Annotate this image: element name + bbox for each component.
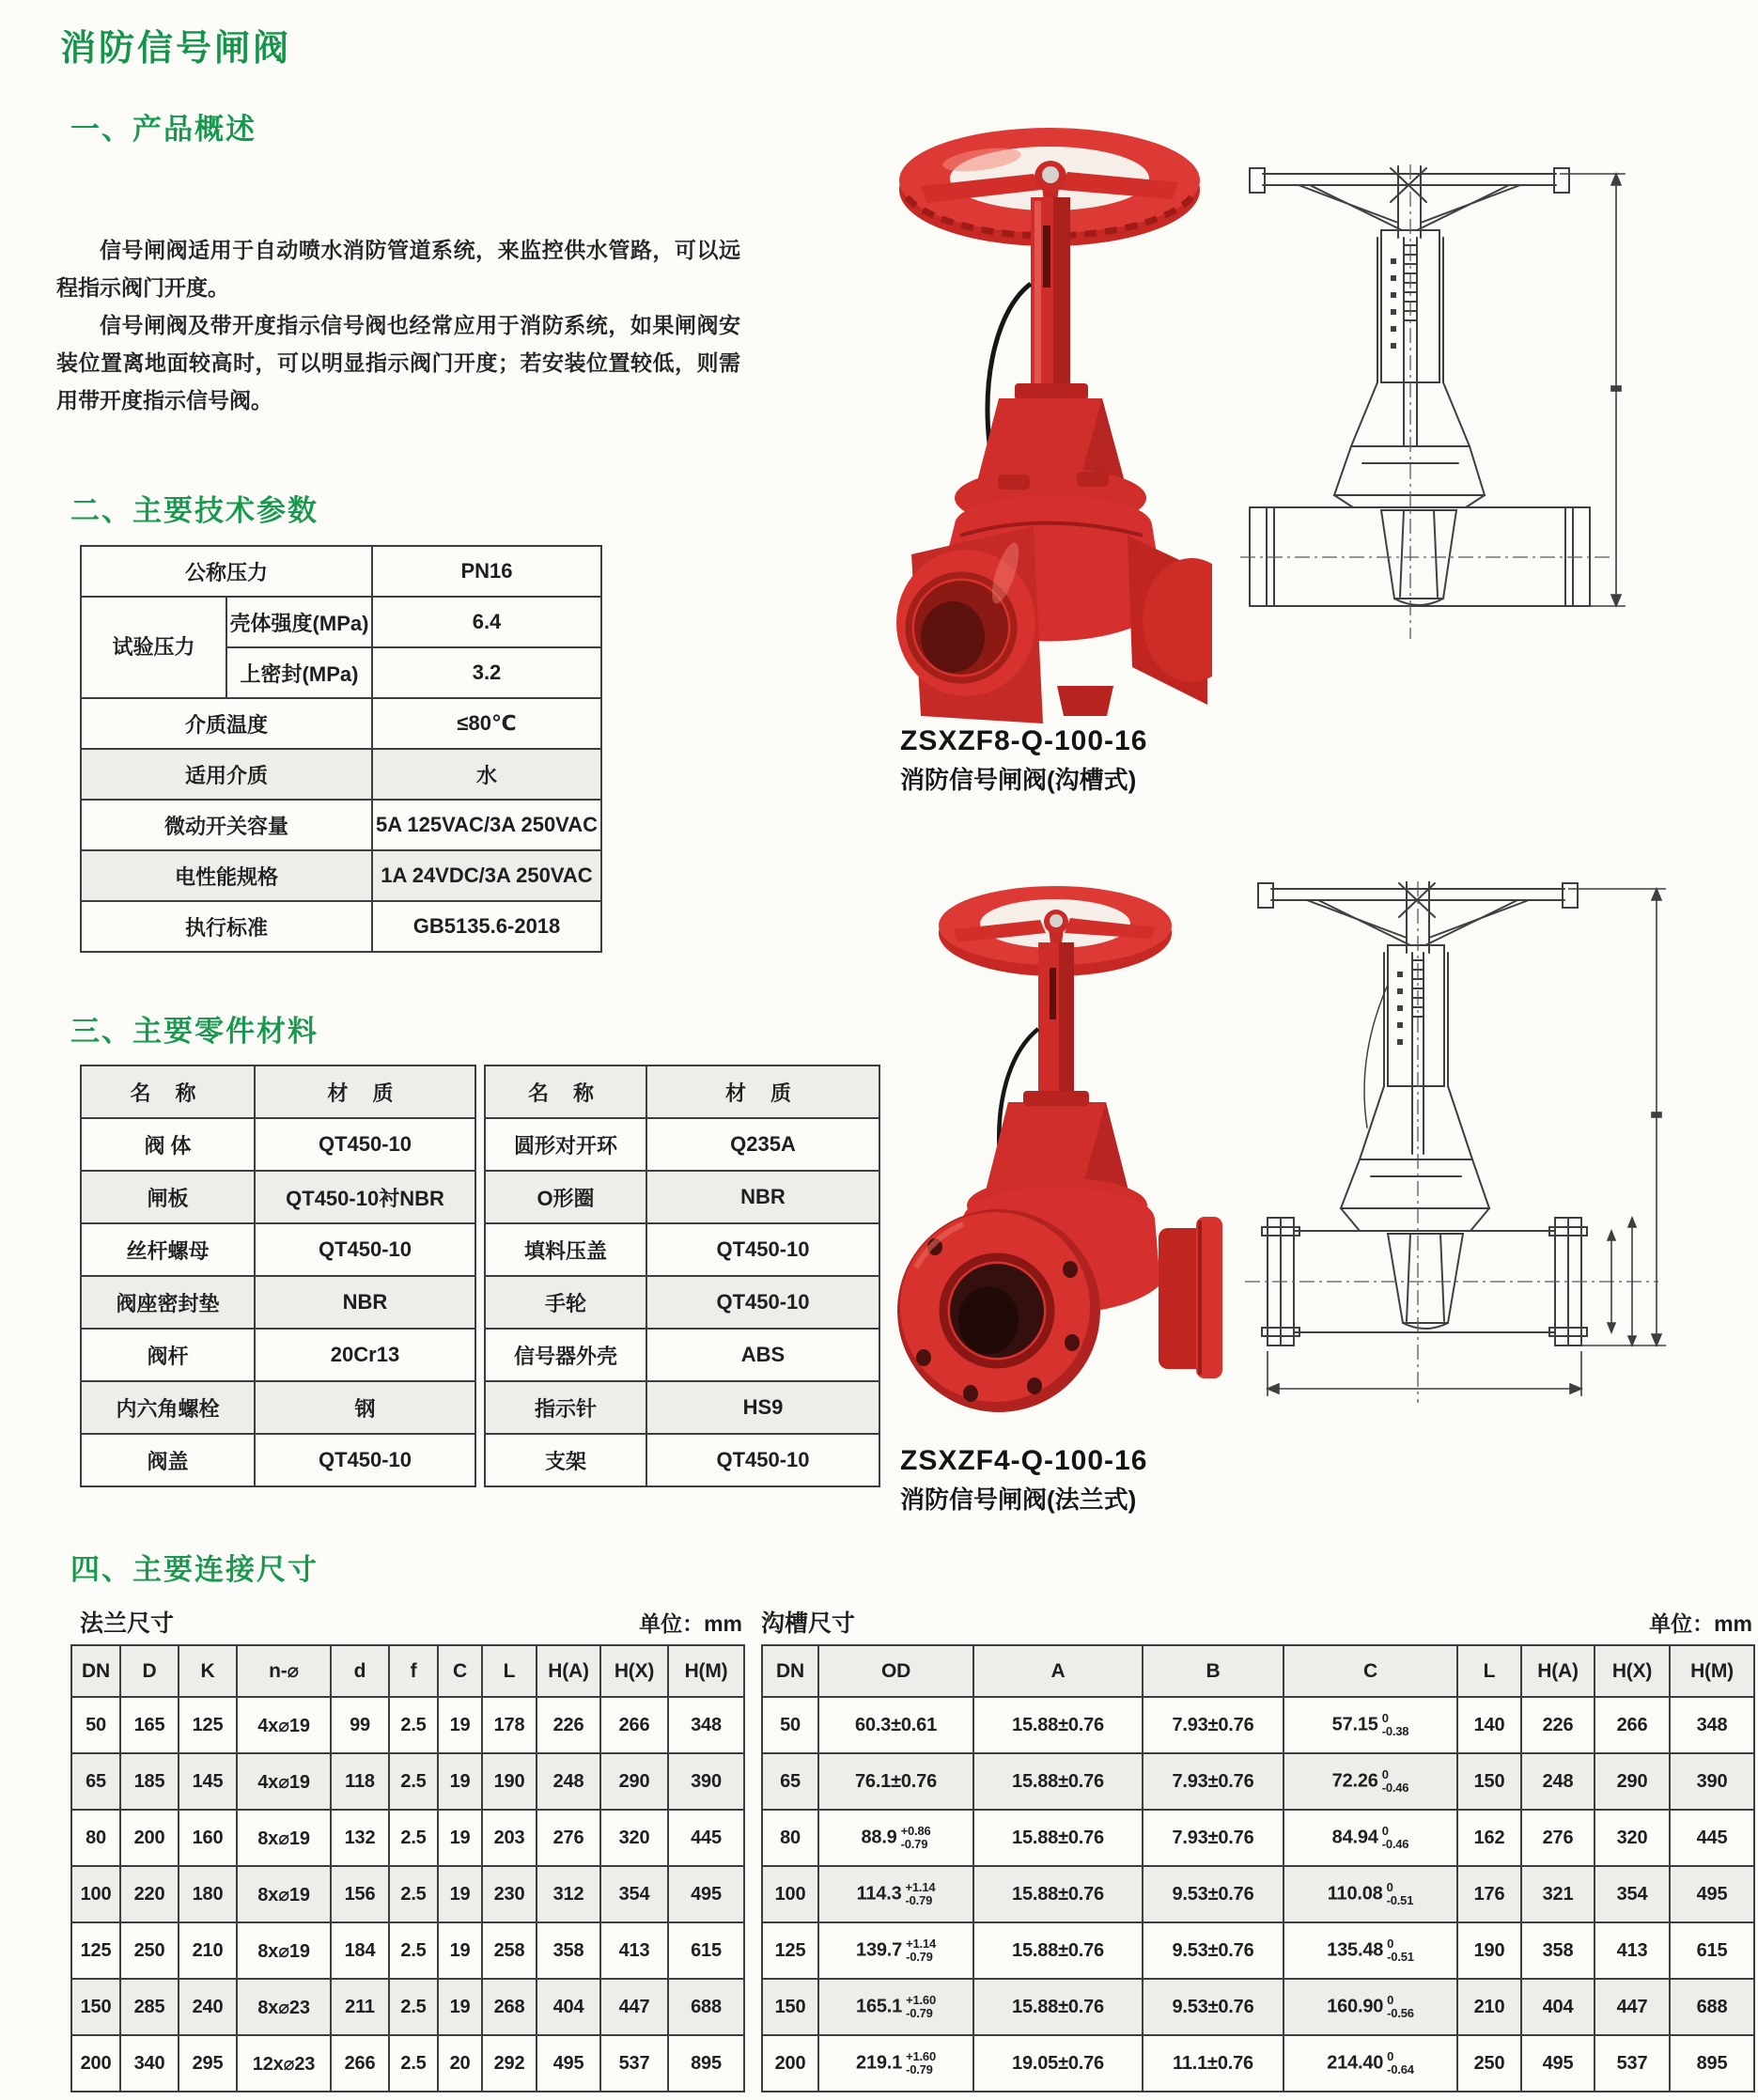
product-label-grooved: [900, 725, 1210, 796]
cell: 110.08 0 -0.51: [1283, 1866, 1457, 1922]
cell: 248: [537, 1753, 600, 1810]
cell: 2.5: [389, 1979, 438, 2035]
table-row: [762, 1922, 1754, 1979]
cell: 8x⌀19: [237, 1810, 331, 1866]
col-header: DN: [762, 1645, 818, 1697]
cell: 495: [1670, 1866, 1754, 1922]
table-row: [81, 1223, 475, 1276]
cell: 230: [482, 1866, 537, 1922]
param-value: PN16: [372, 546, 601, 597]
cell: 258: [482, 1922, 537, 1979]
cell: 9.53±0.76: [1143, 1866, 1283, 1922]
cell: 200: [120, 1810, 179, 1866]
param-label: 微动开关容量: [81, 800, 372, 850]
cell: 2.5: [389, 1866, 438, 1922]
cell: 139.7 +1.14 -0.79: [818, 1922, 973, 1979]
cell: 100: [71, 1866, 120, 1922]
table-row: [485, 1171, 879, 1223]
cell: 闸板: [81, 1171, 255, 1223]
cell: 214.40 0 -0.64: [1283, 2035, 1457, 2092]
cell: 358: [537, 1922, 600, 1979]
valve-drawing-flanged: [1245, 881, 1677, 1426]
cell: 15.88±0.76: [973, 1753, 1143, 1810]
col-header: H(X): [1595, 1645, 1670, 1697]
cell: 445: [668, 1810, 744, 1866]
flange-table-caption: 法兰尺寸: [80, 1610, 175, 1637]
param-value: 5A 125VAC/3A 250VAC: [372, 800, 601, 850]
col-header: H(X): [600, 1645, 668, 1697]
cell: 15.88±0.76: [973, 1810, 1143, 1866]
cell: 354: [1595, 1866, 1670, 1922]
col-header: H(M): [1670, 1645, 1754, 1697]
cell: 100: [762, 1866, 818, 1922]
cell: 支架: [485, 1434, 646, 1486]
cell: 320: [600, 1810, 668, 1866]
cell: 125: [762, 1922, 818, 1979]
valve-drawing-grooved: [1240, 164, 1635, 658]
cell: 信号器外壳: [485, 1329, 646, 1381]
cell: 219.1 +1.60 -0.79: [818, 2035, 973, 2092]
table-row: [762, 1979, 1754, 2035]
cell: 7.93±0.76: [1143, 1697, 1283, 1753]
param-value: 3.2: [372, 647, 601, 698]
page-title: 消防信号闸阀: [60, 29, 292, 69]
table-row: [762, 1866, 1754, 1922]
table-row: [81, 1434, 475, 1486]
cell: 76.1±0.76: [818, 1753, 973, 1810]
cell: 390: [1670, 1753, 1754, 1810]
cell: 72.26 0 -0.46: [1283, 1753, 1457, 1810]
cell: 11.1±0.76: [1143, 2035, 1283, 2092]
cell: 688: [668, 1979, 744, 2035]
cell: 295: [179, 2035, 237, 2092]
param-value: 1A 24VDC/3A 250VAC: [372, 850, 601, 901]
cell: 15.88±0.76: [973, 1922, 1143, 1979]
cell: 8x⌀19: [237, 1922, 331, 1979]
cell: 312: [537, 1866, 600, 1922]
cell: 210: [1457, 1979, 1521, 2035]
cell: O形圈: [485, 1171, 646, 1223]
cell: 348: [668, 1697, 744, 1753]
cell: 321: [1521, 1866, 1595, 1922]
param-label: 公称压力: [81, 546, 372, 597]
cell: 190: [1457, 1922, 1521, 1979]
table-row: [71, 1979, 744, 2035]
cell: 266: [1595, 1697, 1670, 1753]
col-header: d: [331, 1645, 389, 1697]
cell: 8x⌀19: [237, 1866, 331, 1922]
table-row: [81, 546, 601, 597]
flange-dimensions-table: [70, 1644, 745, 2092]
cell: 手轮: [485, 1276, 646, 1329]
table-row: [485, 1381, 879, 1434]
table-row: [762, 1697, 1754, 1753]
cell: 阀 体: [81, 1118, 255, 1171]
cell: 165: [120, 1697, 179, 1753]
table-row: [71, 1697, 744, 1753]
table-row: [762, 1753, 1754, 1810]
cell: NBR: [255, 1276, 475, 1329]
cell: 895: [668, 2035, 744, 2092]
table-header-row: [762, 1645, 1754, 1697]
cell: 140: [1457, 1697, 1521, 1753]
cell: 118: [331, 1753, 389, 1810]
table-row: [81, 1381, 475, 1434]
table-row: [71, 1810, 744, 1866]
table-row: [71, 2035, 744, 2092]
cell: 15.88±0.76: [973, 1866, 1143, 1922]
materials-table-left: [80, 1065, 476, 1487]
cell: 150: [71, 1979, 120, 2035]
cell: 160: [179, 1810, 237, 1866]
cell: 8x⌀23: [237, 1979, 331, 2035]
cell: 348: [1670, 1697, 1754, 1753]
cell: 2.5: [389, 2035, 438, 2092]
table-row: [81, 800, 601, 850]
section-heading-materials: 三、主要零件材料: [70, 1015, 319, 1048]
cell: 266: [331, 2035, 389, 2092]
table-row: [762, 2035, 1754, 2092]
cell: 220: [120, 1866, 179, 1922]
cell: 445: [1670, 1810, 1754, 1866]
table-row: [485, 1434, 879, 1486]
cell: NBR: [646, 1171, 879, 1223]
table-row: [81, 698, 601, 749]
cell: 125: [71, 1922, 120, 1979]
table-header-row: [485, 1066, 879, 1118]
table-row: [81, 1118, 475, 1171]
table-header-row: [71, 1645, 744, 1697]
cell: 250: [1457, 2035, 1521, 2092]
col-header: K: [179, 1645, 237, 1697]
cell: 292: [482, 2035, 537, 2092]
cell: 7.93±0.76: [1143, 1810, 1283, 1866]
table-row: [485, 1276, 879, 1329]
cell: 276: [1521, 1810, 1595, 1866]
table-row: [81, 1171, 475, 1223]
cell: 495: [668, 1866, 744, 1922]
cell: 226: [1521, 1697, 1595, 1753]
cell: 2.5: [389, 1697, 438, 1753]
cell: 50: [71, 1697, 120, 1753]
cell: 358: [1521, 1922, 1595, 1979]
cell: 226: [537, 1697, 600, 1753]
cell: QT450-10: [255, 1223, 475, 1276]
cell: 65: [71, 1753, 120, 1810]
cell: 354: [600, 1866, 668, 1922]
table-header-row: [81, 1066, 475, 1118]
cell: 162: [1457, 1810, 1521, 1866]
table-row: [71, 1753, 744, 1810]
col-header: H(M): [668, 1645, 744, 1697]
cell: HS9: [646, 1381, 879, 1434]
cell: 4x⌀19: [237, 1753, 331, 1810]
cell: 165.1 +1.60 -0.79: [818, 1979, 973, 2035]
cell: 495: [1521, 2035, 1595, 2092]
cell: 9.53±0.76: [1143, 1922, 1283, 1979]
params-table: [80, 545, 602, 953]
table-row: [81, 901, 601, 952]
col-header: A: [973, 1645, 1143, 1697]
cell: 7.93±0.76: [1143, 1753, 1283, 1810]
groove-dimensions-table: [761, 1644, 1755, 2092]
product-model: ZSXZF8-Q-100-16: [900, 725, 1148, 756]
overview-paragraph: 信号闸阀及带开度指示信号阀也经常应用于消防系统，如果闸阀安装位置离地面较高时，可以明显指示阀门开度；若安装位置较低，则需用带开度指示信号阀。: [56, 313, 740, 412]
cell: 190: [482, 1753, 537, 1810]
cell: 895: [1670, 2035, 1754, 2092]
table-row: [81, 1276, 475, 1329]
cell: 285: [120, 1979, 179, 2035]
cell: 19: [438, 1866, 482, 1922]
valve-photo-grooved: [893, 85, 1212, 733]
cell: 填料压盖: [485, 1223, 646, 1276]
cell: 145: [179, 1753, 237, 1810]
cell: 135.48 0 -0.51: [1283, 1922, 1457, 1979]
cell: 185: [120, 1753, 179, 1810]
cell: 19: [438, 1979, 482, 2035]
cell: 248: [1521, 1753, 1595, 1810]
cell: 80: [762, 1810, 818, 1866]
cell: 阀盖: [81, 1434, 255, 1486]
cell: 447: [1595, 1979, 1670, 2035]
col-header: 名 称: [81, 1066, 255, 1118]
cell: 19: [438, 1753, 482, 1810]
col-header: L: [482, 1645, 537, 1697]
cell: 2.5: [389, 1753, 438, 1810]
cell: 钢: [255, 1381, 475, 1434]
product-label-flanged: [900, 1445, 1210, 1516]
param-label: 适用介质: [81, 749, 372, 800]
col-header: 材 质: [646, 1066, 879, 1118]
col-header: f: [389, 1645, 438, 1697]
cell: 178: [482, 1697, 537, 1753]
cell: 84.94 0 -0.46: [1283, 1810, 1457, 1866]
cell: 290: [600, 1753, 668, 1810]
cell: 125: [179, 1697, 237, 1753]
cell: 114.3 +1.14 -0.79: [818, 1866, 973, 1922]
cell: 537: [1595, 2035, 1670, 2092]
cell: 176: [1457, 1866, 1521, 1922]
param-label: 执行标准: [81, 901, 372, 952]
cell: 240: [179, 1979, 237, 2035]
cell: 19.05±0.76: [973, 2035, 1143, 2092]
param-value: ≤80℃: [372, 698, 601, 749]
table-row: [485, 1223, 879, 1276]
col-header: C: [438, 1645, 482, 1697]
col-header: 材 质: [255, 1066, 475, 1118]
product-model: ZSXZF4-Q-100-16: [900, 1445, 1148, 1476]
cell: 290: [1595, 1753, 1670, 1810]
table-row: [485, 1329, 879, 1381]
param-label: 上密封(MPa): [226, 647, 372, 698]
col-header: D: [120, 1645, 179, 1697]
table-row: [485, 1118, 879, 1171]
cell: 156: [331, 1866, 389, 1922]
col-header: B: [1143, 1645, 1283, 1697]
cell: 19: [438, 1810, 482, 1866]
cell: 4x⌀19: [237, 1697, 331, 1753]
cell: 丝杆螺母: [81, 1223, 255, 1276]
param-label: 电性能规格: [81, 850, 372, 901]
groove-unit-label: 单位：mm: [1649, 1611, 1752, 1636]
cell: 413: [1595, 1922, 1670, 1979]
cell: QT450-10: [255, 1434, 475, 1486]
cell: 88.9 +0.86 -0.79: [818, 1810, 973, 1866]
param-label: 壳体强度(MPa): [226, 597, 372, 647]
section-heading-overview: 一、产品概述: [70, 113, 257, 146]
table-row: [81, 1329, 475, 1381]
col-header: L: [1457, 1645, 1521, 1697]
cell: 2.5: [389, 1922, 438, 1979]
table-row: [762, 1810, 1754, 1866]
cell: 250: [120, 1922, 179, 1979]
cell: 413: [600, 1922, 668, 1979]
cell: 2.5: [389, 1810, 438, 1866]
cell: 160.90 0 -0.56: [1283, 1979, 1457, 2035]
param-group-label: 试验压力: [81, 597, 226, 698]
overview-text: [56, 231, 740, 419]
cell: 180: [179, 1866, 237, 1922]
cell: 阀杆: [81, 1329, 255, 1381]
col-header: DN: [71, 1645, 120, 1697]
cell: 495: [537, 2035, 600, 2092]
col-header: OD: [818, 1645, 973, 1697]
cell: 132: [331, 1810, 389, 1866]
cell: 19: [438, 1697, 482, 1753]
valve-photo-flanged: [897, 879, 1236, 1442]
cell: 404: [1521, 1979, 1595, 2035]
cell: 268: [482, 1979, 537, 2035]
cell: 203: [482, 1810, 537, 1866]
cell: 447: [600, 1979, 668, 2035]
cell: 276: [537, 1810, 600, 1866]
cell: 15.88±0.76: [973, 1979, 1143, 2035]
table-row: [81, 597, 601, 647]
cell: 57.15 0 -0.38: [1283, 1697, 1457, 1753]
cell: 圆形对开环: [485, 1118, 646, 1171]
cell: 184: [331, 1922, 389, 1979]
table-row: [81, 749, 601, 800]
cell: 266: [600, 1697, 668, 1753]
product-caption: 消防信号闸阀(法兰式): [900, 1486, 1137, 1514]
col-header: C: [1283, 1645, 1457, 1697]
table-row: [71, 1866, 744, 1922]
cell: 内六角螺栓: [81, 1381, 255, 1434]
materials-table-right: [484, 1065, 880, 1487]
cell: 210: [179, 1922, 237, 1979]
cell: 340: [120, 2035, 179, 2092]
cell: 200: [71, 2035, 120, 2092]
cell: 320: [1595, 1810, 1670, 1866]
cell: 9.53±0.76: [1143, 1979, 1283, 2035]
cell: 20Cr13: [255, 1329, 475, 1381]
cell: 211: [331, 1979, 389, 2035]
cell: ABS: [646, 1329, 879, 1381]
cell: 390: [668, 1753, 744, 1810]
cell: 615: [668, 1922, 744, 1979]
cell: 阀座密封垫: [81, 1276, 255, 1329]
overview-paragraph: 信号闸阀适用于自动喷水消防管道系统，来监控供水管路，可以远程指示阀门开度。: [56, 238, 740, 300]
col-header: n-⌀: [237, 1645, 331, 1697]
table-row: [71, 1922, 744, 1979]
cell: 404: [537, 1979, 600, 2035]
groove-table-caption: 沟槽尺寸: [761, 1610, 856, 1637]
section-heading-dimensions: 四、主要连接尺寸: [70, 1553, 319, 1586]
col-header: H(A): [1521, 1645, 1595, 1697]
cell: 150: [762, 1979, 818, 2035]
param-value: 6.4: [372, 597, 601, 647]
flange-unit-label: 单位：mm: [639, 1611, 742, 1636]
cell: 537: [600, 2035, 668, 2092]
cell: 615: [1670, 1922, 1754, 1979]
cell: 80: [71, 1810, 120, 1866]
cell: QT450-10: [646, 1223, 879, 1276]
col-header: H(A): [537, 1645, 600, 1697]
cell: 200: [762, 2035, 818, 2092]
cell: 12x⌀23: [237, 2035, 331, 2092]
cell: 19: [438, 1922, 482, 1979]
cell: QT450-10衬NBR: [255, 1171, 475, 1223]
cell: 65: [762, 1753, 818, 1810]
cell: 15.88±0.76: [973, 1697, 1143, 1753]
table-row: [81, 850, 601, 901]
cell: 150: [1457, 1753, 1521, 1810]
cell: QT450-10: [646, 1276, 879, 1329]
param-label: 介质温度: [81, 698, 372, 749]
product-caption: 消防信号闸阀(沟槽式): [900, 766, 1137, 794]
cell: 50: [762, 1697, 818, 1753]
cell: 99: [331, 1697, 389, 1753]
cell: 指示针: [485, 1381, 646, 1434]
param-value: GB5135.6-2018: [372, 901, 601, 952]
cell: 20: [438, 2035, 482, 2092]
section-heading-params: 二、主要技术参数: [70, 494, 319, 527]
cell: 688: [1670, 1979, 1754, 2035]
cell: 60.3±0.61: [818, 1697, 973, 1753]
cell: QT450-10: [646, 1434, 879, 1486]
param-value: 水: [372, 749, 601, 800]
cell: Q235A: [646, 1118, 879, 1171]
cell: QT450-10: [255, 1118, 475, 1171]
col-header: 名 称: [485, 1066, 646, 1118]
